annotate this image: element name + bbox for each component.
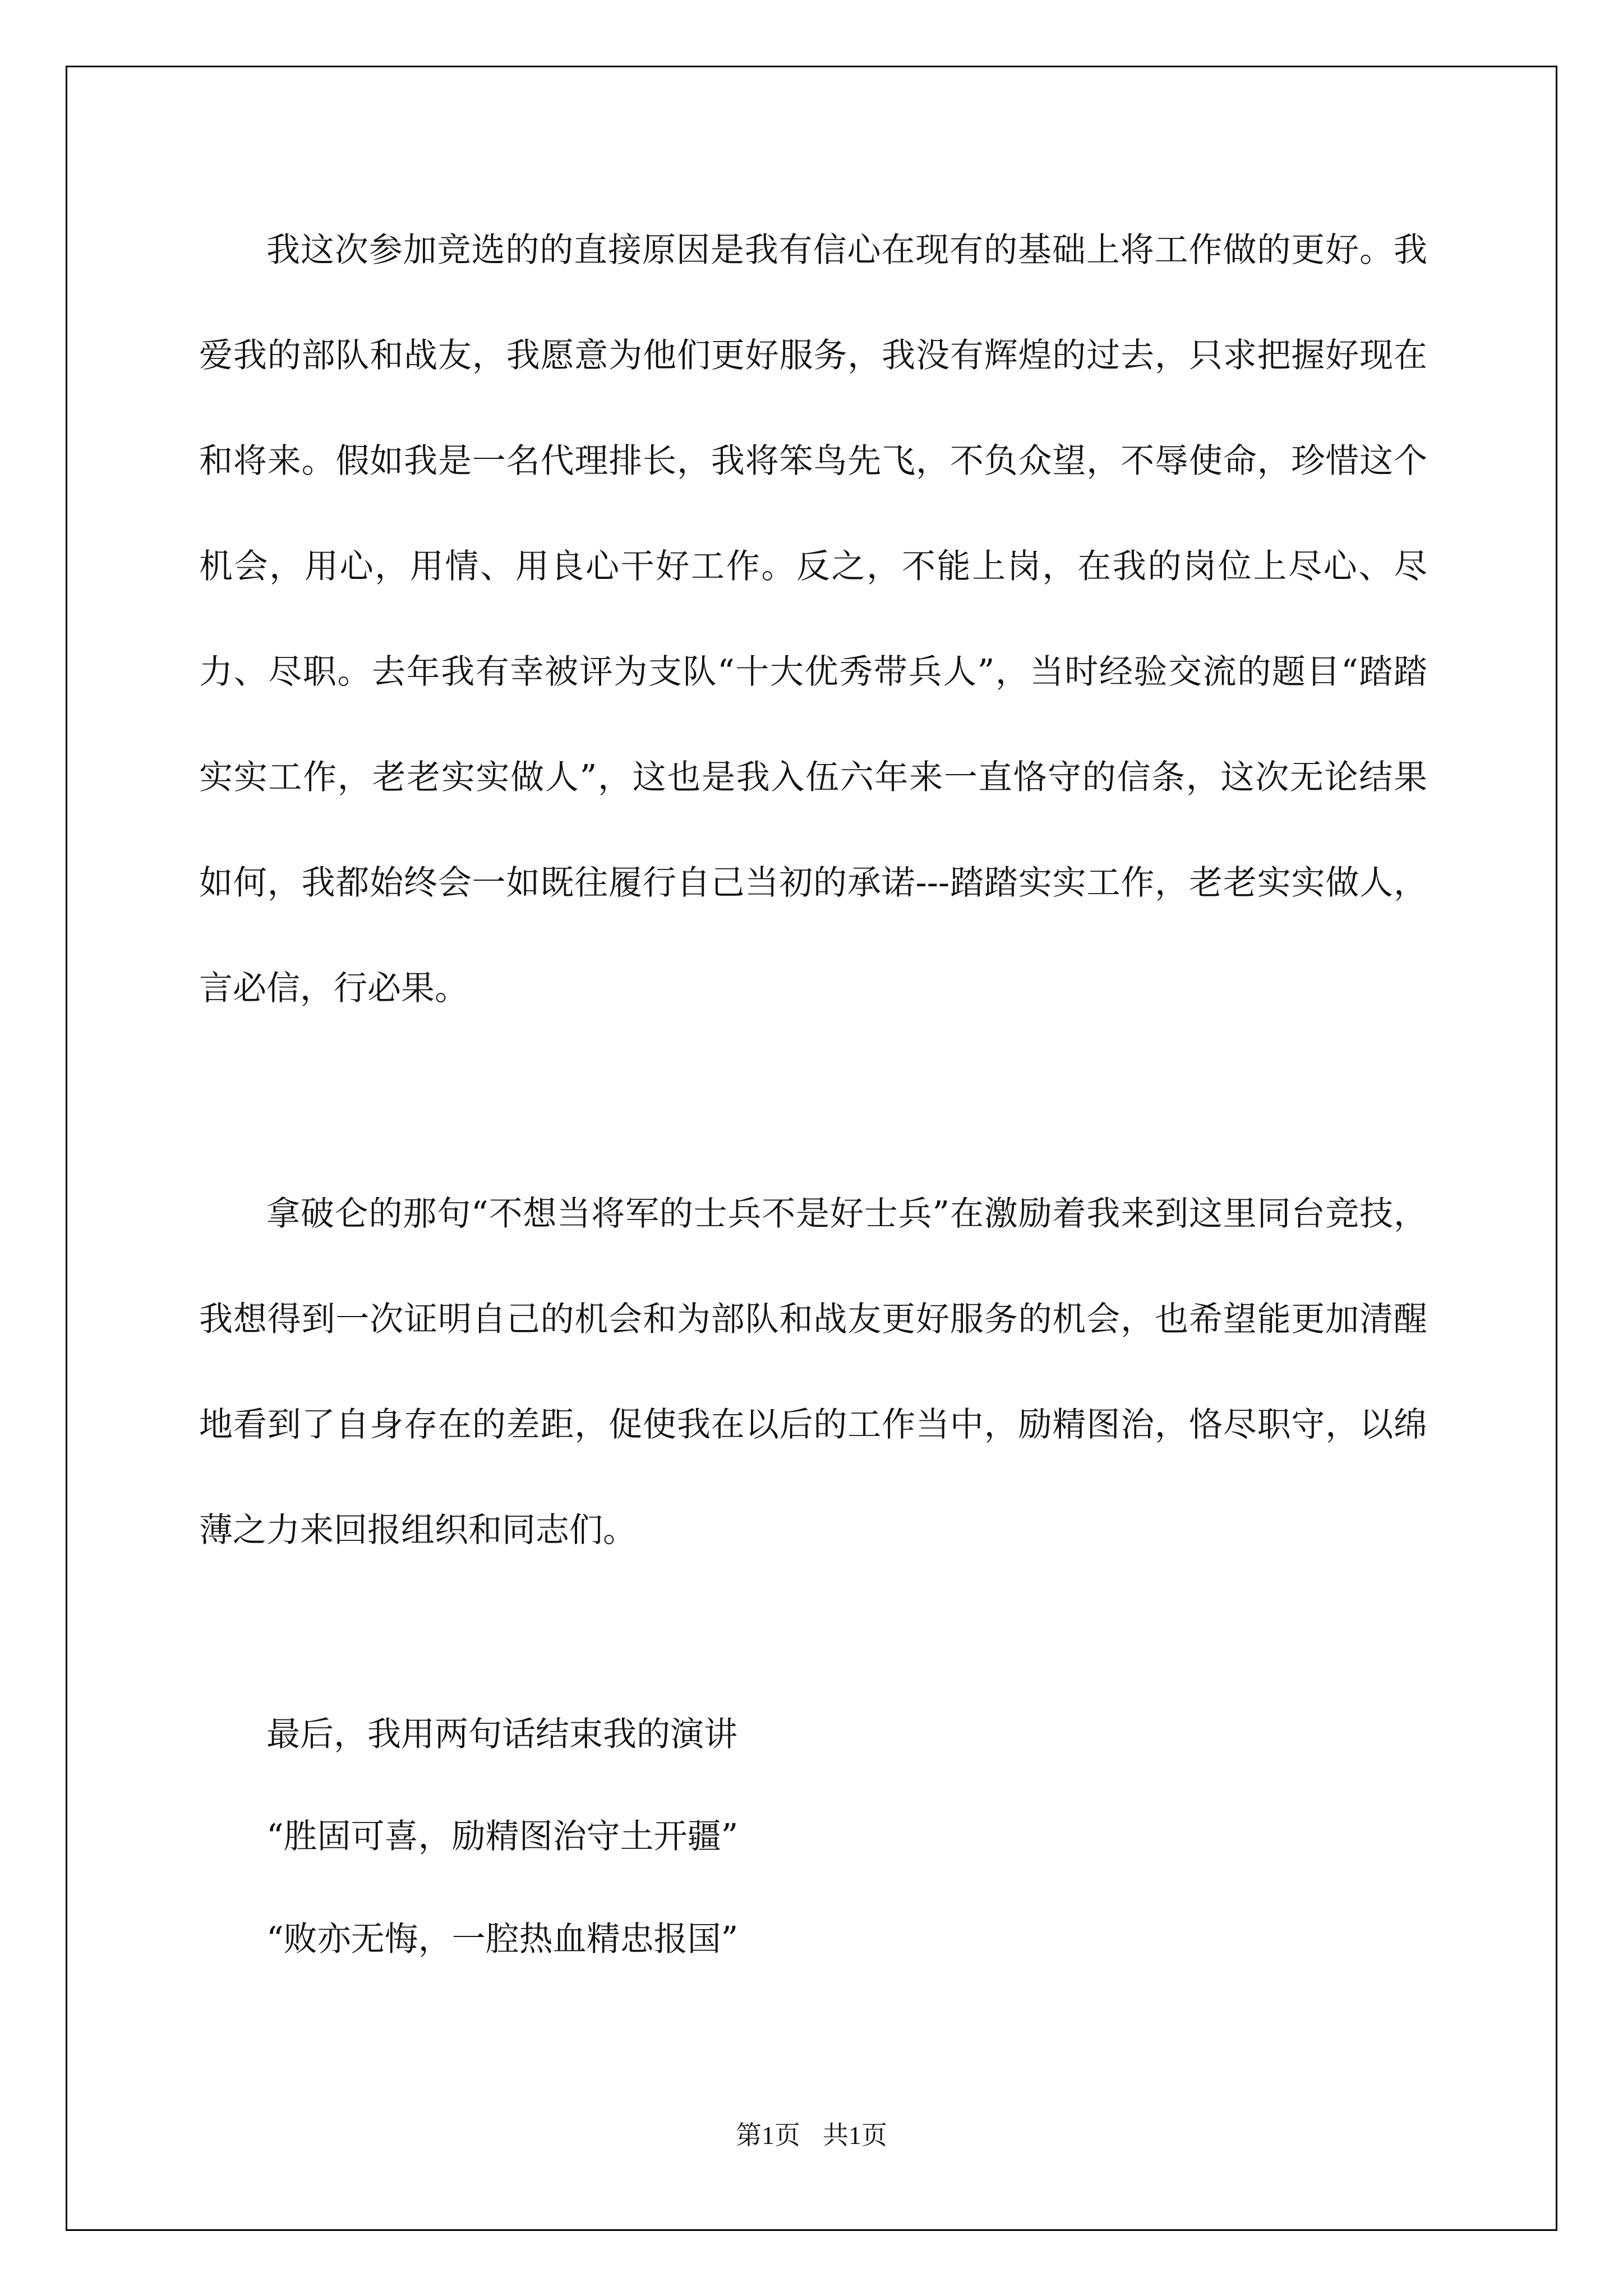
paragraph-4: “胜固可喜，励精图治守土开疆”: [266, 1817, 739, 1856]
paragraph-3: 最后，我用两句话结束我的演讲: [266, 1715, 737, 1754]
paragraph-2: 拿破仑的那句“不想当将军的士兵不是好士兵”在激励着我来到这里同台竞技，我想得到一次证明自己的机会和为部队和战友更好服务的机会，也希望能更加清醒地看到了自身存在的差距，促使我在以后的工作当中，励精图治，恪尽职守，以绵薄之力来回报组织和同志们。: [199, 1194, 1427, 1550]
paragraph-1: 我这次参加竞选的的直接原因是我有信心在现有的基础上将工作做的更好。我爱我的部队和战友，我愿意为他们更好服务，我没有辉煌的过去，只求把握好现在和将来。假如我是一名代理排长，我将笨鸟先飞，不负众望，不辱使命，珍惜这个机会，用心，用情、用良心干好工作。反之，不能上岗，在我的岗位上尽心、尽力、尽职。去年我有幸被评为支队“十大优秀带兵人”，当时经验交流的题目“踏踏实实工作，老老实实做人”，这也是我入伍六年来一直恪守的信条，这次无论结果如何，我都始终会一如既往履行自己当初的承诺---踏踏实实工作，老老实实做人，言必信，行必果。: [199, 231, 1427, 1008]
page-number-total: 共1页: [823, 2121, 887, 2150]
page-footer: [0, 2115, 1623, 2152]
page-number-current: 第1页: [736, 2121, 800, 2150]
paragraph-5: “败亦无悔，一腔热血精忠报国”: [266, 1920, 739, 1959]
